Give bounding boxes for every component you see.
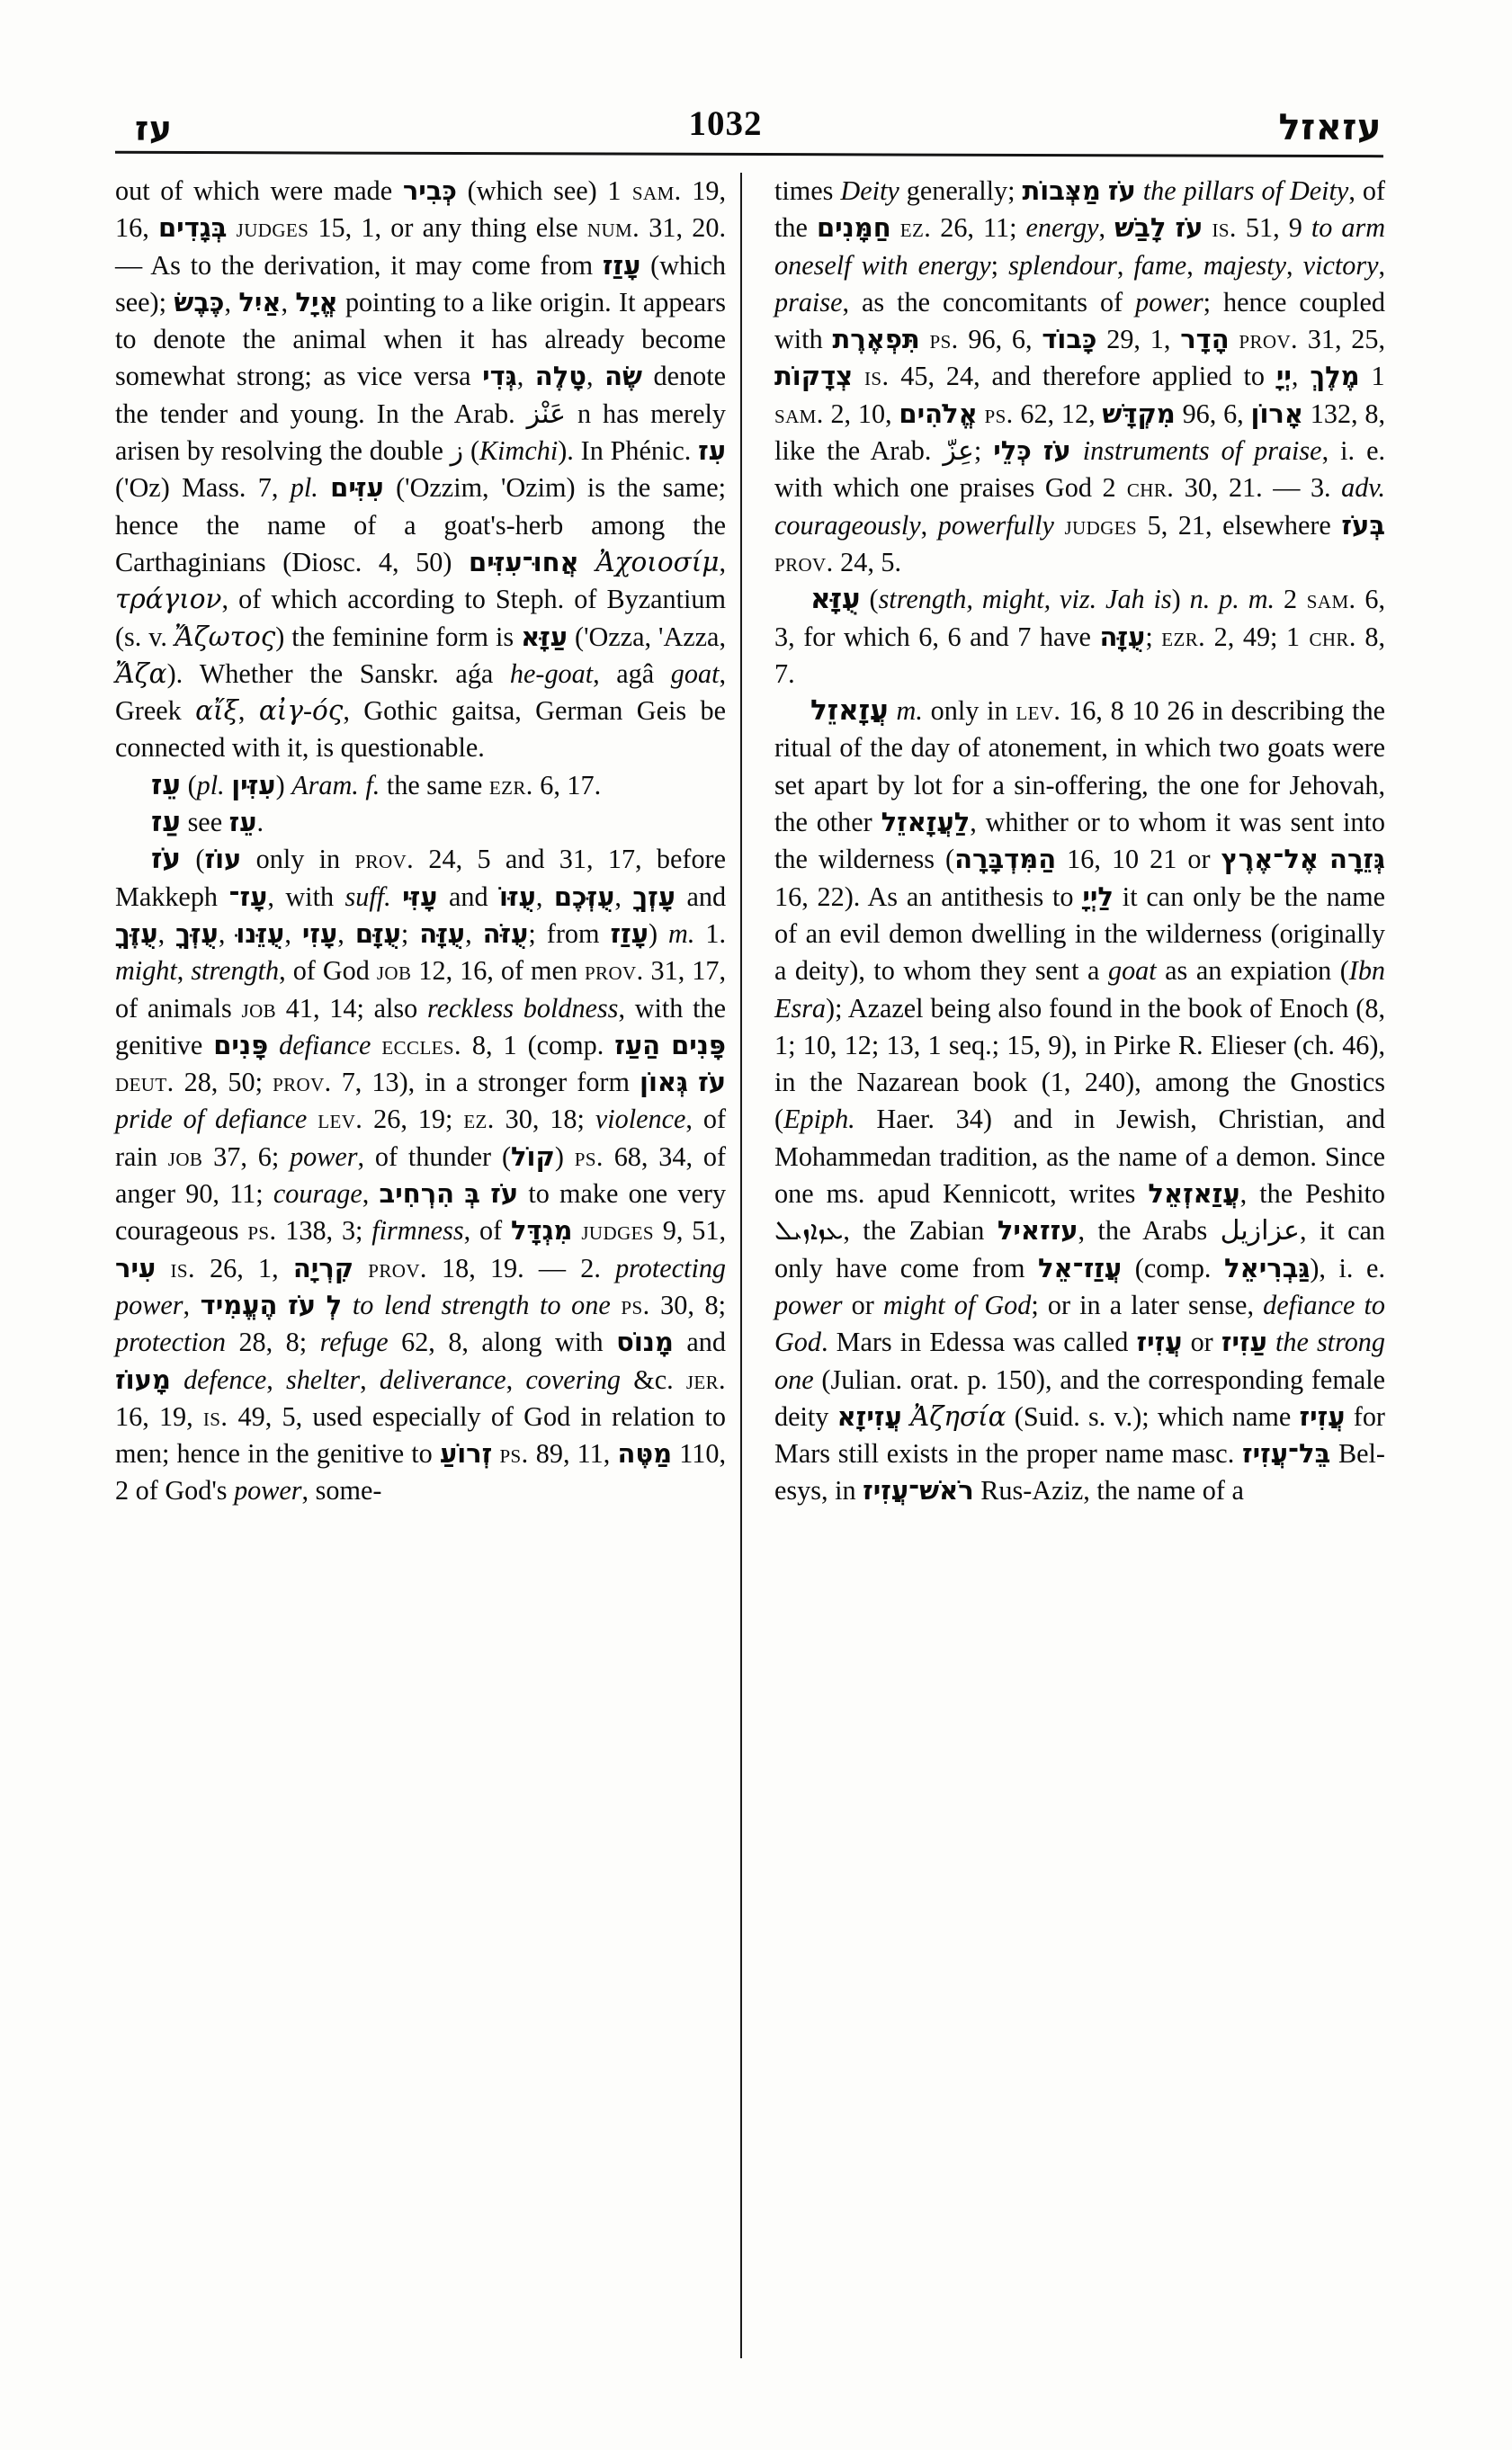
- right-column: [740, 173, 1385, 2358]
- header-rule: [115, 151, 1383, 157]
- paragraph-oz-continued: times Deity generally; מַצְּבוֹת עֹז the pillars of Deity, of the חַמָּנִים ez. 26, 11; energy, לָבַשׁ עֹז is. 51, 9 to arm oneself with energy; splendour, fame, majesty, victory, praise, as the concomitants of power; hence coupled with תִּפְאֶרֶת ps. 96, 6, כָּבוֹד 29, 1, הָדָר prov. 31, 25, צְדָקוֹת is. 45, 24, and therefore applied to יְיָ, מֶלֶךְ 1 sam. 2, 10, אֱלֹהִים ps. 62, 12, מִקְדָּשׁ 96, 6, אָרוֹן 132, 8, like the Arab. عِزّ; כְּלֵי עֹז instruments of praise, i. e. with which one praises God 2 chr. 30, 21. — 3. adv. courageously, powerfully judges 5, 21, elsewhere בְּעֹז prov. 24, 5.: [774, 175, 1386, 577]
- entry-oz: עֹז (עוֹז only in prov. 24, 5 and 31, 17, before Makkeph עָז־, with suff. עָזִּי and עֻזּוֹ, עֻזְּכֶם, עָזְךָ and עֻזֶּךָ, עֻזְּךָ, עֻזֵּנוּ, עָזִי, עֻזָּם; עֻזָּה, עֻזֹּה; from עָזַז) m. 1. might, strength, of God job 12, 16, of men prov. 31, 17, of animals job 41, 14; also reckless boldness, with the genitive פָּנִים defiance eccles. 8, 1 (comp. הַעַז פָּנִים deut. 28, 50; prov. 7, 13), in a stronger form גְּאוֹן עֹז pride of defiance lev. 26, 19; ez. 30, 18; violence, of rain job 37, 6; power, of thunder (קוֹל) ps. 68, 34, of anger 90, 11; courage, הִרְחִיב בְּ עֹז to make one very courageous ps. 138, 3; firmness, of מִגְדָּל judges 9, 51, עִיר is. 26, 1, קִרְיָה prov. 18, 19. — 2. protecting power, הֶעֱמִיד עֹז לְ to lend strength to one ps. 30, 8; protection 28, 8; refuge 62, 8, along with מָנוֹס and מָעוֹז defence, shelter, deliverance, covering &c. jer. 16, 19, is. 49, 5, used especially of God in relation to men; hence in the genitive to זְרוֹעַ ps. 89, 11, מַטֶּה 110, 2 of God's power, some-: [115, 843, 727, 1507]
- running-head-right-hebrew: עזאזל: [1278, 107, 1382, 148]
- running-head: [135, 79, 1382, 146]
- entry-az-cross-reference: עַז see עֵז.: [151, 806, 264, 839]
- page-number: 1032: [688, 104, 763, 143]
- entry-azazel: עֲזָאזֵל m. only in lev. 16, 8 10 26 in describing the ritual of the day of atonement, in which two goats were set apart by lot for a sin-offering, the one for Jehovah, the other לַעֲזָאזֵל, whither or to whom it was sent into the wilderness (הַמִּדְבָּרָה 16, 10 21 or אֶל־אֶרֶץ גְּזֵרָה 16, 22). As an antithesis to לַיְיָ it can only be the name of an evil demon dwelling in the wilderness (originally a deity), to whom they sent a goat as an expiation (Ibn Esra); Azazel being also found in the book of Enoch (8, 1; 10, 12; 13, 1 seq.; 15, 9), in Pirke R. Elieser (ch. 46), in the Nazarean book (1, 240), among the Gnostics (Epiph. Haer. 34) and in Jewish, Christian, and Mohammedan tradition, as the name of a demon. Since one ms. apud Kennicott, writes עֲזַאזְאֵל, the Peshito ܥܙܐܙܝܠ, the Zabian עזזאיל, the Arabs عزازيل, it can only have come from עֲזַז־אֵל (comp. גַּבְרִיאֵל), i. e. power or might of God; or in a later sense, defiance to God. Mars in Edessa was called עֲזִיז or עַזִיז the strong one (Julian. orat. p. 150), and the corresponding female deity עֲזִיזָא Ἀζησία (Suid. s. v.); which name עֲזִיז for Mars still exists in the proper name masc. בֵּל־עֲזִיז Bel-esys, in רֹאשׁ־עֲזִיז Rus-Aziz, the name of a: [774, 694, 1386, 1507]
- left-column: [115, 173, 740, 2358]
- two-column-body: [115, 173, 1385, 2358]
- entry-uzza: עֻזָּא (strength, might, viz. Jah is) n. p. m. 2 sam. 6, 3, for which 6, 6 and 7 have עֻזָּה; ezr. 2, 49; 1 chr. 8, 7.: [774, 583, 1386, 689]
- paragraph-kabir-continued: out of which were made כְּבִיר (which see) 1 sam. 19, 16, בְּגָדִים judges 15, 1, or any thing else num. 31, 20. — As to the derivation, it may come from עָזַז (which see); כֶּבֶשׂ, אַיִל, אֱיָל pointing to a like origin. It appears to denote the animal when it has already become somewhat strong; as vice versa גְּדִי, טָלֶה, שֶׂה denote the tender and young. In the Arab. عَنْز n has merely arisen by resolving the double ز (Kimchi). In Phénic. עִז ('Oz) Mass. 7, pl. עִזִּים ('Ozzim, 'Ozim) is the same; hence the name of a goat's-herb among the Carthaginians (Diosc. 4, 50) אֲחוּ־עִזִּים Ἀχοιοσίμ, τράγιον, of which according to Steph. of Byzantium (s. v. Ἄζωτος) the feminine form is עַזָּא ('Ozza, 'Azza, Ἄζα). Whether the Sanskr. aǵa he-goat, agâ goat, Greek αἴξ, αἰγ-ός, Gothic gaitsa, German Geis be connected with it, is questionable.: [115, 175, 727, 764]
- running-head-left-hebrew: עז: [135, 109, 173, 148]
- entry-ez-aramaic: עֵז (pl. עִזִּין) Aram. f. the same ezr. 6, 17.: [151, 768, 602, 801]
